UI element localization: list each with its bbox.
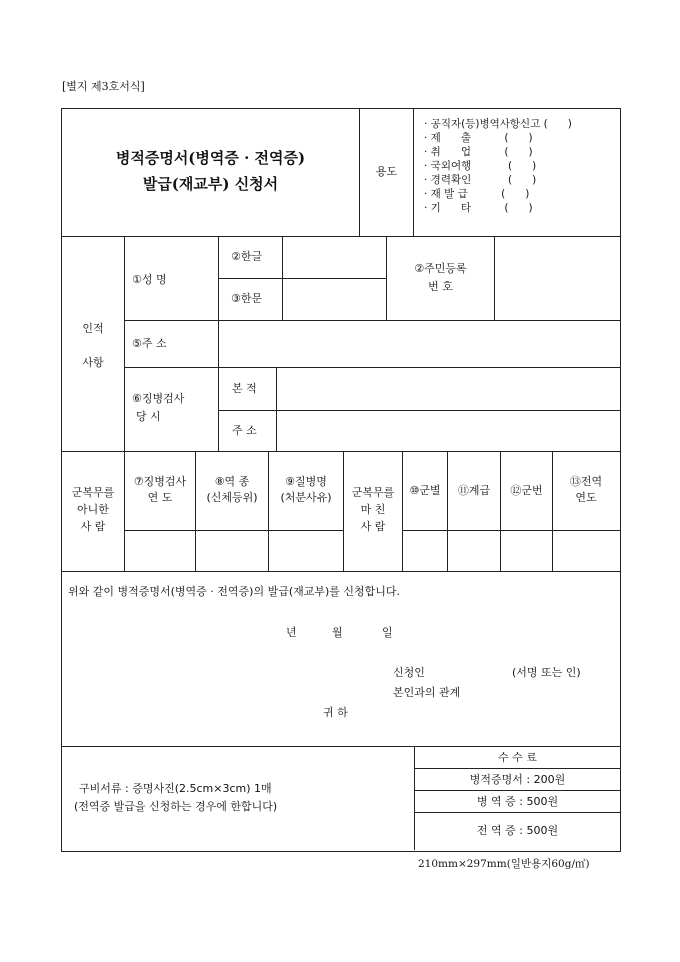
form-title-line2: 발급(재교부) 신청서 [142,175,279,193]
domicile-field[interactable] [277,368,619,410]
fee-item: 병 역 증 : 500원 [476,795,559,808]
draft-address-label: 주 소 [232,424,257,437]
purpose-options [424,117,572,215]
rrn-field[interactable] [495,237,619,320]
name-hangul-field[interactable] [283,237,386,278]
discharge-year-field[interactable] [553,531,619,571]
documents-line2: (전역증 발급을 신청하는 경우에 한합니다) [74,800,278,813]
purpose-option[interactable]: · 기 타 ( ) [424,202,533,214]
name-label: ①성 명 [132,273,167,286]
signature-label: (서명 또는 인) [512,666,581,679]
purpose-option[interactable]: · 국외여행 ( ) [424,160,537,172]
fee-header: 수 수 료 [498,751,537,764]
form-title [62,145,359,197]
hangul-label: ②한글 [231,250,263,263]
category-field[interactable] [196,531,268,571]
address-field[interactable] [219,321,619,367]
category-label: ⑧역 종 (신체등위) [206,475,258,504]
exam-year-field[interactable] [125,531,195,571]
branch-label: ⑩군별 [409,484,441,497]
rank-field[interactable] [448,531,500,571]
draft-address-field[interactable] [277,411,619,451]
name-hanja-field[interactable] [283,279,386,320]
applicant-label: 신청인 [393,666,425,679]
form-title-line1: 병적증명서(병역증 · 전역증) [115,149,306,167]
purpose-option[interactable]: · 공직자(등)병역사항신고 ( ) [424,118,572,130]
address-label: ⑤주 소 [132,337,167,350]
domicile-label: 본 적 [232,382,257,395]
draft-label-2: 당 시 [136,410,161,423]
personal-section-label-2: 사항 [82,356,104,369]
discharge-label: ⑬전역 연도 [569,475,603,504]
fee-item: 전 역 증 : 500원 [476,824,559,837]
date-day: 일 [382,626,393,639]
rrn-label-2: 번 호 [428,280,453,293]
form-label: [별지 제3호서식] [62,80,145,93]
documents-line1: 구비서류 : 증명사진(2.5cm×3cm) 1매 [79,782,272,795]
rank-label: ⑪계급 [457,484,491,497]
service-no-label: ⑫군번 [510,484,543,497]
purpose-option[interactable]: · 제 출 ( ) [424,132,533,144]
purpose-option[interactable]: · 재 발 급 ( ) [424,188,530,200]
addressee: 귀 하 [323,706,348,719]
served-label: 군복무를 마 친 사 람 [351,486,395,533]
date-month: 월 [332,626,343,639]
service-no-field[interactable] [501,531,552,571]
rrn-label-1: ②주민등록 [414,262,467,275]
date-year: 년 [286,626,297,639]
exam-year-label: ⑦징병검사 연 도 [133,475,187,504]
purpose-label: 용도 [375,165,398,178]
disease-field[interactable] [269,531,343,571]
purpose-option[interactable]: · 취 업 ( ) [424,146,533,158]
draft-label-1: ⑥징병검사 [132,392,185,405]
non-served-label: 군복무를 아니한 사 람 [71,486,115,533]
purpose-option[interactable]: · 경력확인 ( ) [424,174,537,186]
disease-label: ⑨질병명 (처분사유) [280,475,332,504]
relation-label: 본인과의 관계 [393,686,461,699]
hanja-label: ③한문 [231,292,263,305]
branch-field[interactable] [403,531,447,571]
paper-spec: 210mm×297mm(일반용지60g/㎡) [418,858,590,870]
declaration-statement: 위와 같이 병적증명서(병역증 · 전역증)의 발급(재교부)를 신청합니다. [68,585,401,598]
fee-item: 병적증명서 : 200원 [469,773,566,786]
personal-section-label-1: 인적 [82,322,104,335]
